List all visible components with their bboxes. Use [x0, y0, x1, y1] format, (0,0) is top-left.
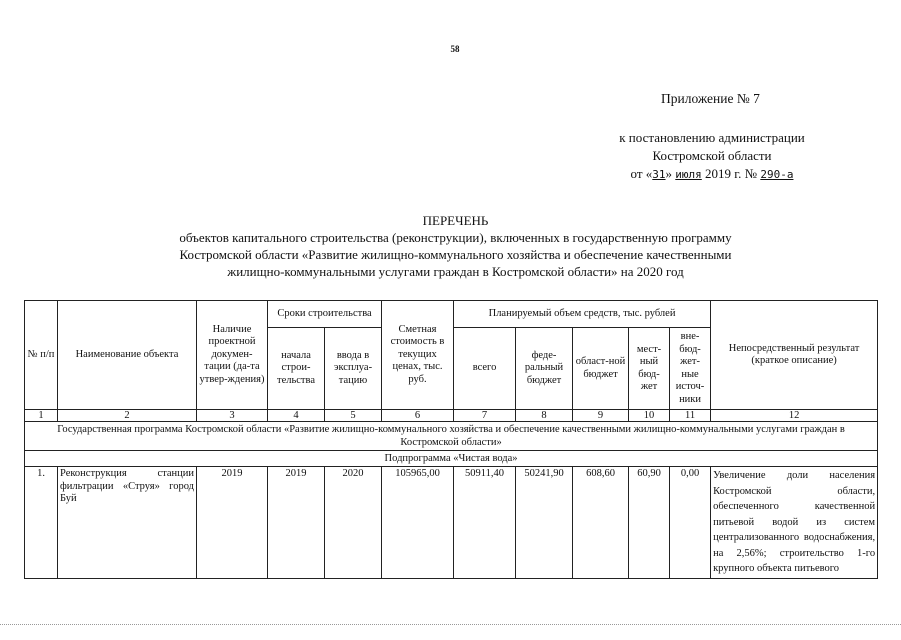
title-line-3: жилищно-коммунальными услугами граждан в Костромской области» на 2020 год	[227, 264, 684, 279]
column-number: 11	[670, 410, 711, 422]
column-number: 1	[25, 410, 58, 422]
row-name: Реконструкция станции фильтрации «Струя» город Буй	[58, 467, 197, 579]
decree-block	[596, 129, 828, 184]
subprogram-row	[25, 451, 878, 467]
decree-year: 2019 г. №	[705, 166, 758, 181]
row-docs: 2019	[197, 467, 268, 579]
header-terms: Сроки строительства	[268, 301, 382, 328]
header-docs: Наличие проектной докумен-тации (да-та утвер-ждения)	[197, 301, 268, 410]
header-start: начала строи-тельства	[268, 328, 325, 410]
decree-prefix: от «	[630, 166, 653, 181]
row-start: 2019	[268, 467, 325, 579]
row-federal: 50241,90	[516, 467, 573, 579]
column-number: 6	[382, 410, 454, 422]
program-row	[25, 422, 878, 451]
title-line-1: объектов капитального строительства (реконструкции), включенных в государственную программу	[179, 230, 732, 245]
decree-number: 290-а	[760, 168, 794, 181]
subprogram-title: Подпрограмма «Чистая вода»	[25, 451, 878, 467]
decree-mid: »	[665, 166, 673, 181]
program-title: Государственная программа Костромской области «Развитие жилищно-коммунального хозяйства и обеспечение качественными жилищно-коммунальными услугами граждан в Костромской области»	[25, 422, 878, 451]
column-number: 12	[711, 410, 878, 422]
column-number: 2	[58, 410, 197, 422]
column-number: 7	[454, 410, 516, 422]
column-number: 10	[629, 410, 670, 422]
row-cost: 105965,00	[382, 467, 454, 579]
row-result: Увеличение доли населения Костромской области, обеспеченного качественной питьевой водой из систем централизованного водоснабжения, на 2,56%; строительство 1-го крупного объекта питьевого	[711, 467, 878, 579]
column-number: 3	[197, 410, 268, 422]
appendix-label: Приложение № 7	[661, 91, 760, 106]
decree-line-2: Костромской области	[652, 148, 772, 163]
row-total: 50911,40	[454, 467, 516, 579]
header-federal: феде-ральный бюджет	[516, 328, 573, 410]
header-row-1	[25, 301, 878, 328]
column-number: 9	[573, 410, 629, 422]
row-local: 60,90	[629, 467, 670, 579]
header-cost: Сметная стоимость в текущих ценах, тыс. руб.	[382, 301, 454, 410]
row-offbudget: 0,00	[670, 467, 711, 579]
header-regional: област-ной бюджет	[573, 328, 629, 410]
document-title	[120, 212, 791, 280]
column-number: 4	[268, 410, 325, 422]
title-line-2: Костромской области «Развитие жилищно-коммунального хозяйства и обеспечение качественными	[179, 247, 732, 262]
header-commission: ввода в эксплуа-тацию	[325, 328, 382, 410]
title-heading: ПЕРЕЧЕНЬ	[422, 213, 489, 228]
header-offbudget: вне-бюд-жет-ные источ-ники	[670, 328, 711, 410]
table-row	[25, 467, 878, 579]
decree-line-1: к постановлению администрации	[619, 130, 805, 145]
column-number-row	[25, 410, 878, 422]
header-name: Наименование объекта	[58, 301, 197, 410]
row-num: 1.	[25, 467, 58, 579]
decree-day: 31	[652, 168, 666, 181]
column-number: 5	[325, 410, 382, 422]
page-number: 58	[450, 44, 460, 54]
decree-month: июля	[675, 168, 702, 181]
header-local: мест-ный бюд-жет	[629, 328, 670, 410]
row-regional: 608,60	[573, 467, 629, 579]
header-result: Непосредственный результат (краткое описание)	[711, 301, 878, 410]
header-num: № п/п	[25, 301, 58, 410]
column-number: 8	[516, 410, 573, 422]
row-commission: 2020	[325, 467, 382, 579]
header-planned: Планируемый объем средств, тыс. рублей	[454, 301, 711, 328]
page-bottom-edge	[0, 624, 901, 625]
header-total: всего	[454, 328, 516, 410]
decree-date-line	[596, 165, 828, 184]
objects-table	[24, 300, 878, 579]
